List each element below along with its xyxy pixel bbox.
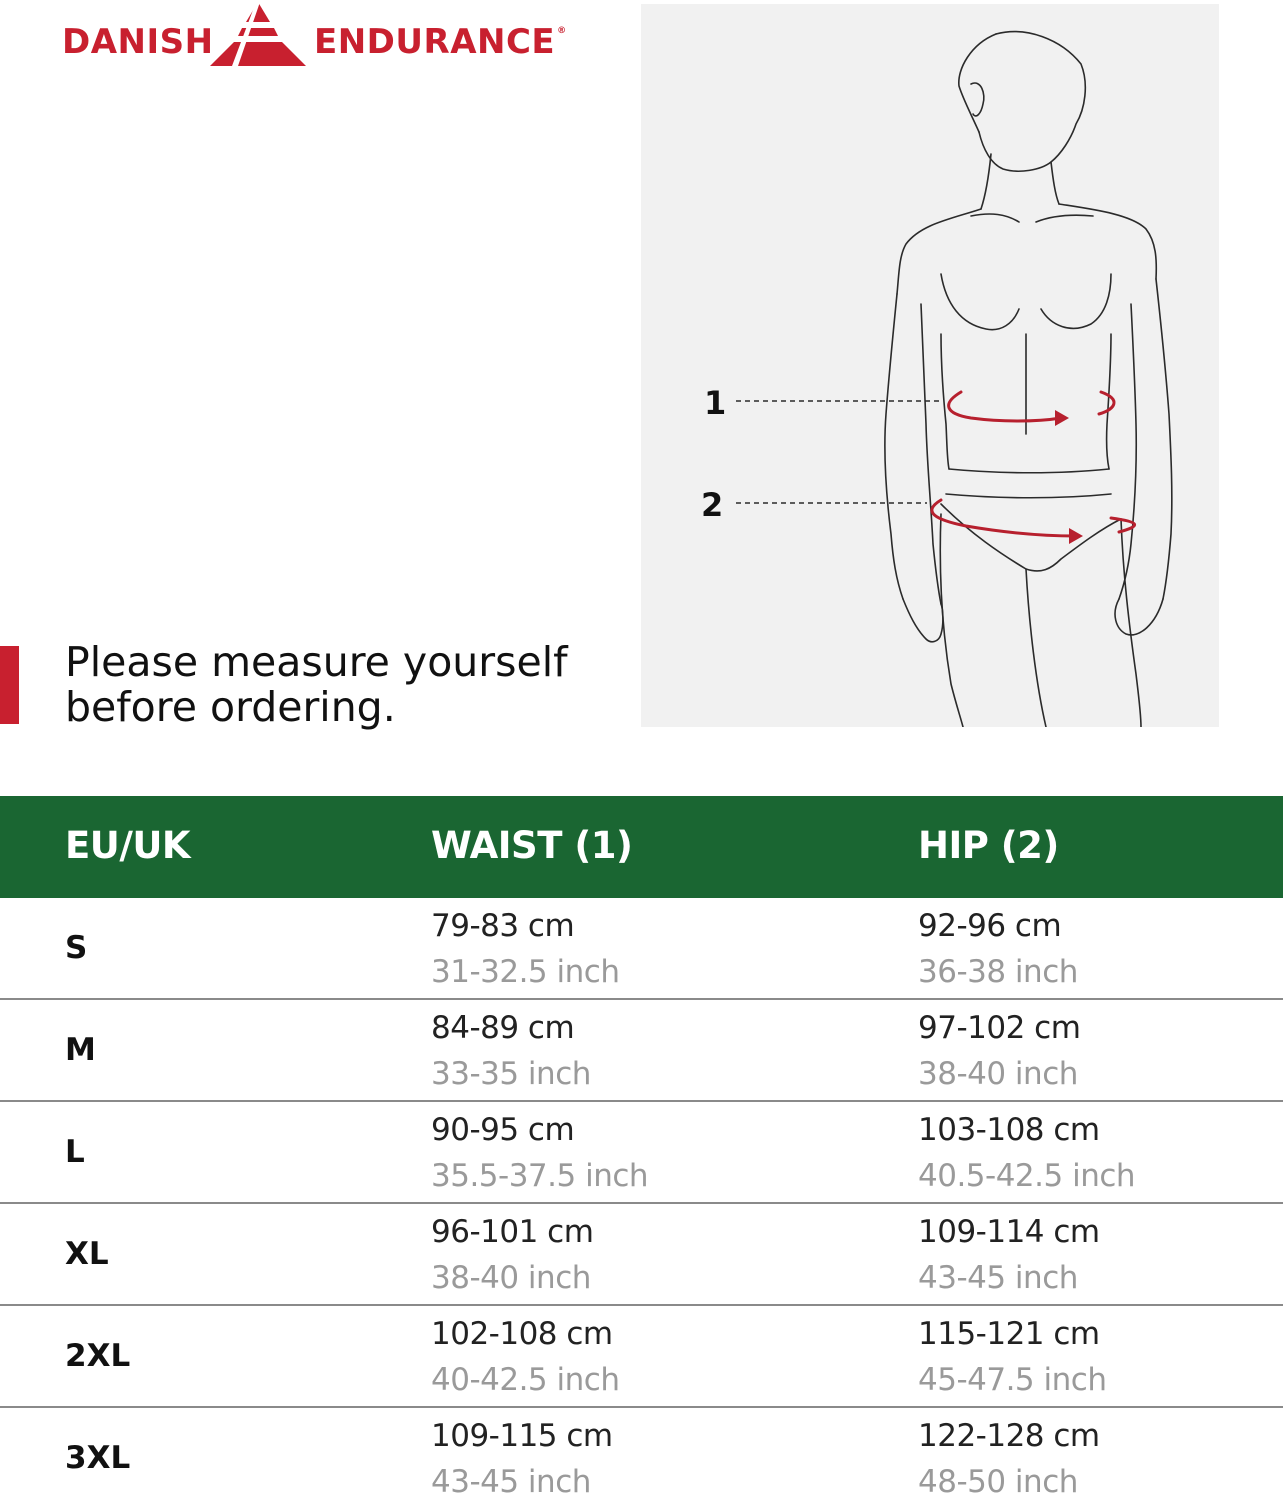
mountain-logo-icon xyxy=(208,0,308,68)
hip-inch: 48-50 inch xyxy=(918,1464,1078,1500)
registered-mark: ® xyxy=(557,26,567,36)
hip-inch: 38-40 inch xyxy=(918,1056,1078,1092)
size-label: S xyxy=(65,930,88,966)
waist-inch: 31-32.5 inch xyxy=(431,954,620,990)
waist-cm: 96-101 cm xyxy=(431,1214,594,1250)
body-outline-svg xyxy=(641,4,1219,727)
table-row xyxy=(0,1306,1283,1408)
table-row xyxy=(0,1204,1283,1306)
measure-note xyxy=(65,640,625,730)
waist-cm: 102-108 cm xyxy=(431,1316,613,1352)
hip-inch: 36-38 inch xyxy=(918,954,1078,990)
size-chart-table xyxy=(0,796,1283,1510)
marker-2: 2 xyxy=(701,486,724,524)
brand-logo xyxy=(62,0,567,70)
size-label: L xyxy=(65,1134,85,1170)
hip-cm: 109-114 cm xyxy=(918,1214,1100,1250)
waist-inch: 40-42.5 inch xyxy=(431,1362,620,1398)
hip-cm: 103-108 cm xyxy=(918,1112,1100,1148)
waist-inch: 43-45 inch xyxy=(431,1464,591,1500)
header-hip: HIP (2) xyxy=(918,824,1059,867)
waist-cm: 109-115 cm xyxy=(431,1418,613,1454)
measure-note-line-2: before ordering. xyxy=(65,683,396,731)
size-label: 2XL xyxy=(65,1338,131,1374)
waist-cm: 84-89 cm xyxy=(431,1010,575,1046)
table-row xyxy=(0,1000,1283,1102)
size-label: M xyxy=(65,1032,96,1068)
size-label: XL xyxy=(65,1236,109,1272)
waist-inch: 38-40 inch xyxy=(431,1260,591,1296)
body-measurement-illustration xyxy=(641,4,1219,727)
arrow-head-icon xyxy=(1055,410,1083,544)
size-label: 3XL xyxy=(65,1440,131,1476)
header-size: EU/UK xyxy=(65,824,191,867)
measure-note-line-1: Please measure yourself xyxy=(65,638,568,686)
hip-inch: 45-47.5 inch xyxy=(918,1362,1107,1398)
waist-inch: 33-35 inch xyxy=(431,1056,591,1092)
hip-cm: 122-128 cm xyxy=(918,1418,1100,1454)
brand-word-right: ENDURANCE ® xyxy=(314,22,567,62)
table-row xyxy=(0,1408,1283,1510)
hip-inch: 40.5-42.5 inch xyxy=(918,1158,1136,1194)
marker-1: 1 xyxy=(704,384,727,422)
hip-cm: 115-121 cm xyxy=(918,1316,1100,1352)
table-row xyxy=(0,898,1283,1000)
header-waist: WAIST (1) xyxy=(431,824,633,867)
brand-word-left: DANISH xyxy=(62,22,214,62)
table-header-row xyxy=(0,796,1283,898)
waist-cm: 90-95 cm xyxy=(431,1112,575,1148)
waist-inch: 35.5-37.5 inch xyxy=(431,1158,649,1194)
hip-inch: 43-45 inch xyxy=(918,1260,1078,1296)
accent-bar xyxy=(0,646,19,724)
hip-cm: 92-96 cm xyxy=(918,908,1062,944)
table-row xyxy=(0,1102,1283,1204)
waist-cm: 79-83 cm xyxy=(431,908,575,944)
hip-cm: 97-102 cm xyxy=(918,1010,1081,1046)
